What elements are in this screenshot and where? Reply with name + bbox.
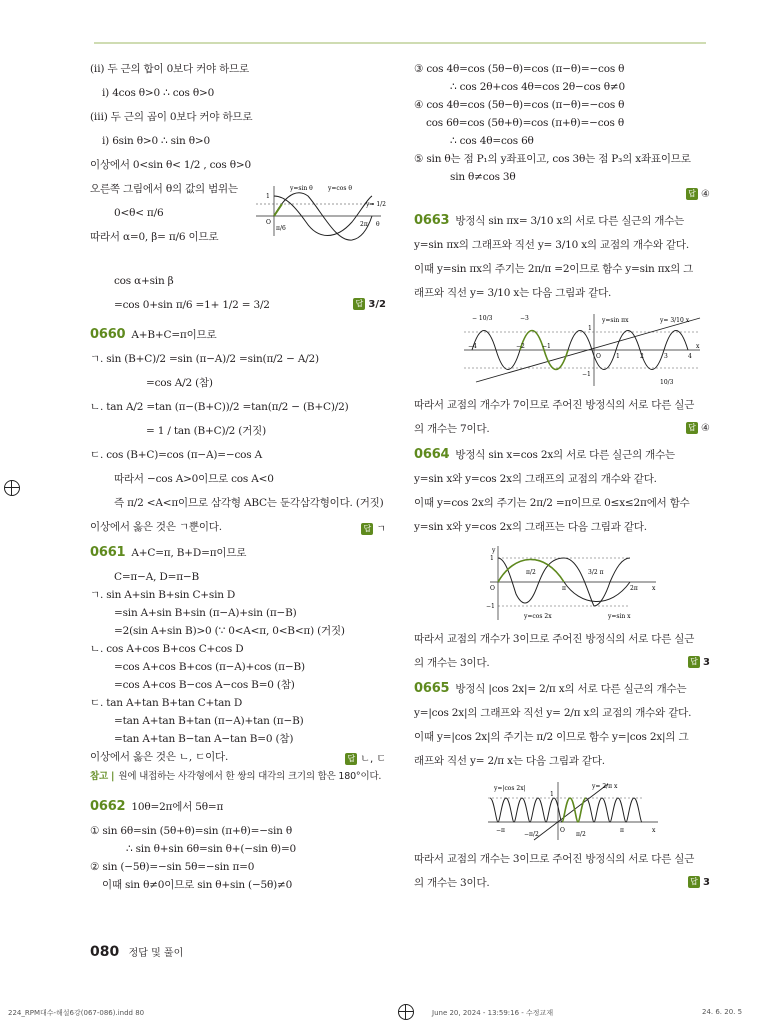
graph-label: −2 xyxy=(516,343,525,350)
answer-badge: 답 xyxy=(361,523,373,535)
header-rule xyxy=(94,42,706,44)
text-line: ∴ cos 4θ=cos 6θ xyxy=(450,135,534,147)
answer-box xyxy=(686,188,710,200)
text-line: 방정식 |cos 2x|= 2/π x의 서로 다른 실근의 개수는 xyxy=(455,683,687,695)
text-line: ㄷ. tan A+tan B+tan C+tan D xyxy=(90,697,243,709)
graph-label: 3 xyxy=(664,353,668,360)
text-line: ③ cos 4θ=cos (5θ−θ)=cos (π−θ)=−cos θ xyxy=(414,63,625,75)
text-line: 0<θ< π/6 xyxy=(114,207,164,219)
text-line: =tan A+tan B−tan A−tan B=0 (참) xyxy=(114,733,294,745)
graph-label: −π/2 xyxy=(524,831,539,838)
note-text: 원에 내접하는 사각형에서 한 쌍의 대각의 크기의 합은 180°이다. xyxy=(118,771,382,782)
graph-label: 2π xyxy=(360,221,368,228)
graph-label: y=cos θ xyxy=(328,185,352,192)
text-line: ㄴ. tan A/2 =tan (π−(B+C))/2 =tan(π/2 − (B+C)/2) xyxy=(90,401,349,413)
problem-header xyxy=(90,546,386,560)
text-line: C=π−A, D=π−B xyxy=(114,571,200,583)
text-line: 방정식 sin x=cos 2x의 서로 다른 실근의 개수는 xyxy=(455,449,675,461)
text-line: ㄱ. sin A+sin B+sin C+sin D xyxy=(90,589,236,601)
graph-label: y xyxy=(492,547,496,554)
graph-label: π/2 xyxy=(576,831,586,838)
graph-label: y= 3/10 x xyxy=(660,317,690,324)
text-line: (ⅲ) 두 근의 곱이 0보다 커야 하므로 xyxy=(90,111,253,123)
graph-label: 2π xyxy=(630,585,638,592)
answer-value: 3/2 xyxy=(368,299,386,310)
text-line: ∴ cos 2θ+cos 4θ=cos 2θ−cos θ≠0 xyxy=(450,81,625,93)
text-line: ∴ sin θ+sin 6θ=sin θ+(−sin θ)=0 xyxy=(126,843,297,855)
graph-label: 1 xyxy=(266,193,270,200)
graph-label: O xyxy=(490,585,495,592)
graph-label: y=sin x xyxy=(608,613,631,620)
text-line: ⑤ sin θ는 점 P₁의 y좌표이고, cos 3θ는 점 P₃의 x좌표이므로 xyxy=(414,153,691,165)
answer-badge: 답 xyxy=(686,422,698,434)
graph-label: 10/3 xyxy=(660,379,674,386)
text-line: 오른쪽 그림에서 θ의 값의 범위는 xyxy=(90,183,238,195)
answer-value: 3 xyxy=(703,877,710,888)
graph-label: x xyxy=(652,585,656,592)
text-line: ④ cos 4θ=cos (5θ−θ)=cos (π−θ)=−cos θ xyxy=(414,99,625,111)
text-line: y=sin x와 y=cos 2x의 그래프의 교점의 개수와 같다. xyxy=(414,473,657,485)
answer-badge: 답 xyxy=(345,753,357,765)
text-line: 따라서 교점의 개수가 7이므로 주어진 방정식의 서로 다른 실근 xyxy=(414,399,695,411)
problem-header xyxy=(414,448,710,462)
text-line: 따라서 −cos A>0이므로 cos A<0 xyxy=(114,473,274,485)
problem-number: 0664 xyxy=(414,447,450,462)
text-line: ㄷ. cos (B+C)=cos (π−A)=−cos A xyxy=(90,449,262,461)
graph-label: −3 xyxy=(520,315,529,322)
answer-badge: 답 xyxy=(688,656,700,668)
text-line: 이때 y=sin πx의 주기는 2π/π =2이므로 함수 y=sin πx의 그 xyxy=(414,263,694,275)
text-line: ㄴ. cos A+cos B+cos C+cos D xyxy=(90,643,244,655)
text-line: y=sin πx의 그래프와 직선 y= 3/10 x의 교점의 개수와 같다. xyxy=(414,239,689,251)
text-line: 이상에서 0<sin θ< 1/2 , cos θ>0 xyxy=(90,159,251,171)
text-line: ① sin 6θ=sin (5θ+θ)=sin (π+θ)=−sin θ xyxy=(90,825,292,837)
page-title: 정답 및 풀이 xyxy=(128,948,184,959)
answer-box xyxy=(688,656,710,668)
graph-label: x xyxy=(696,343,700,350)
text-line: ⅰ) 4cos θ>0 ∴ cos θ>0 xyxy=(102,87,215,99)
text-line: 이때 y=|cos 2x|의 주기는 π/2 이므로 함수 y=|cos 2x|의 그 xyxy=(414,731,689,743)
text-line: =tan A+tan B+tan (π−A)+tan (π−B) xyxy=(114,715,304,727)
graph-label: 3/2 π xyxy=(588,569,604,576)
reference-note xyxy=(90,770,386,784)
graph-label: O xyxy=(266,219,271,226)
problem-header xyxy=(414,214,710,228)
abs-cos2x-graph xyxy=(484,778,664,844)
answer-box xyxy=(688,876,710,888)
answer-badge: 답 xyxy=(688,876,700,888)
text-line: = 1 / tan (B+C)/2 (거짓) xyxy=(146,425,266,437)
right-column xyxy=(414,62,710,902)
text-line: ⅰ) 6sin θ>0 ∴ sin θ>0 xyxy=(102,135,210,147)
footer-file: 224_RPM대수-해설6강(067-086).indd 80 xyxy=(8,1009,145,1017)
answer-value: ㄱ xyxy=(376,524,386,535)
text-line: =cos A+cos B+cos (π−A)+cos (π−B) xyxy=(114,661,305,673)
text-line: 의 개수는 3이다. xyxy=(414,657,490,669)
graph-label: y= 2/π x xyxy=(592,783,618,790)
text-line: 의 개수는 7이다. xyxy=(414,423,490,435)
answer-value: 3 xyxy=(703,657,710,668)
text-line: 의 개수는 3이다. xyxy=(414,877,490,889)
graph-label: 1 xyxy=(550,791,554,798)
text-line: (ⅱ) 두 근의 합이 0보다 커야 하므로 xyxy=(90,63,249,75)
text-line: cos 6θ=cos (5θ+θ)=cos (π+θ)=−cos θ xyxy=(426,117,624,129)
graph-label: y=sin θ xyxy=(290,185,313,192)
text-line: =cos A+cos B−cos A−cos B=0 (참) xyxy=(114,679,295,691)
answer-box xyxy=(345,750,386,765)
text-line: 이때 y=cos 2x의 주기는 2π/2 =π이므로 0≤x≤2π에서 함수 xyxy=(414,497,690,509)
graph-label: O xyxy=(596,353,601,360)
problem-number: 0661 xyxy=(90,545,126,560)
problem-header xyxy=(90,800,386,814)
answer-box xyxy=(353,298,386,310)
registration-mark-icon xyxy=(398,1004,414,1020)
footer-short-date: 24. 6. 20. 5 xyxy=(702,1008,743,1016)
text-line: 즉 π/2 <A<π이므로 삼각형 ABC는 둔각삼각형이다. (거짓) xyxy=(114,497,384,509)
problem-header xyxy=(414,682,710,696)
text-line: 따라서 교점의 개수는 3이므로 주어진 방정식의 서로 다른 실근 xyxy=(414,853,695,865)
problem-number: 0660 xyxy=(90,327,126,342)
text-line: y=sin x와 y=cos 2x의 그래프는 다음 그림과 같다. xyxy=(414,521,647,533)
graph-label: −1 xyxy=(486,603,495,610)
graph-label: θ xyxy=(376,221,380,228)
graph-label: −1 xyxy=(582,371,591,378)
page-number-area xyxy=(90,944,183,960)
graph-label: 1 xyxy=(490,555,494,562)
graph-label: 1 xyxy=(616,353,620,360)
graph-label: y=|cos 2x| xyxy=(494,785,526,792)
left-column xyxy=(90,62,386,896)
problem-number: 0665 xyxy=(414,681,450,696)
note-tag: 참고 | xyxy=(90,771,115,782)
sin-pi-x-graph xyxy=(464,310,704,390)
graph-label: −1 xyxy=(542,343,551,350)
answer-value: ④ xyxy=(701,423,710,434)
graph-label: π xyxy=(562,585,566,592)
sin-cos-graph xyxy=(256,182,386,244)
text-line: =cos 0+sin π/6 =1+ 1/2 = 3/2 xyxy=(114,299,270,311)
graph-label: π xyxy=(620,827,624,834)
graph-label: −π xyxy=(496,827,505,834)
graph-label: 1 xyxy=(588,325,592,332)
problem-header xyxy=(90,328,386,342)
text-line: =cos A/2 (참) xyxy=(146,377,213,389)
graph-label: 4 xyxy=(688,353,692,360)
text-line: 이상에서 옳은 것은 ㄴ, ㄷ이다. xyxy=(90,751,229,763)
text-line: 따라서 α=0, β= π/6 이므로 xyxy=(90,231,219,243)
text-line: y=|cos 2x|의 그래프와 직선 y= 2/π x의 교점의 개수와 같다. xyxy=(414,707,692,719)
answer-value: ④ xyxy=(701,189,710,200)
graph-label: y=sin πx xyxy=(602,317,629,324)
answer-badge: 답 xyxy=(353,298,365,310)
text-line: =sin A+sin B+sin (π−A)+sin (π−B) xyxy=(114,607,297,619)
problem-number: 0662 xyxy=(90,799,126,814)
graph-label: y= 1/2 xyxy=(366,201,386,208)
text-line: A+C=π, B+D=π이므로 xyxy=(131,547,247,559)
text-line: 래프와 직선 y= 2/π x는 다음 그림과 같다. xyxy=(414,755,605,767)
answer-box xyxy=(686,422,710,434)
text-line: A+B+C=π이므로 xyxy=(131,329,217,341)
answer-badge: 답 xyxy=(686,188,698,200)
graph-label: x xyxy=(652,827,656,834)
graph-label: π/6 xyxy=(276,225,286,232)
text-line: 방정식 sin πx= 3/10 x의 서로 다른 실근의 개수는 xyxy=(455,215,685,227)
page-number: 080 xyxy=(90,944,120,960)
answer-value: ㄴ, ㄷ xyxy=(360,754,386,765)
graph-label: −4 xyxy=(468,343,477,350)
text-line: 래프와 직선 y= 3/10 x는 다음 그림과 같다. xyxy=(414,287,612,299)
graph-label: − 10/3 xyxy=(472,315,493,322)
sin-cos2x-graph xyxy=(480,544,660,624)
text-line: cos α+sin β xyxy=(114,275,174,287)
text-line: 따라서 교점의 개수가 3이므로 주어진 방정식의 서로 다른 실근 xyxy=(414,633,695,645)
problem-number: 0663 xyxy=(414,213,450,228)
text-line: 10θ=2π에서 5θ=π xyxy=(131,801,224,813)
text-line: 이상에서 옳은 것은 ㄱ뿐이다. xyxy=(90,521,222,533)
footer-date: June 20, 2024 - 13:59:16 - 수정교재 xyxy=(432,1009,554,1017)
graph-label: y=cos 2x xyxy=(524,613,552,620)
text-line: ② sin (−5θ)=−sin 5θ=−sin π=0 xyxy=(90,861,255,873)
graph-label: O xyxy=(560,827,565,834)
text-line: ㄱ. sin (B+C)/2 =sin (π−A)/2 =sin(π/2 − A/2) xyxy=(90,353,319,365)
graph-label: π/2 xyxy=(526,569,536,576)
answer-box xyxy=(361,520,386,535)
registration-mark-icon xyxy=(4,480,20,496)
text-line: sin θ≠cos 3θ xyxy=(450,171,516,183)
text-line: 이때 sin θ≠0이므로 sin θ+sin (−5θ)≠0 xyxy=(102,879,293,891)
text-line: =2(sin A+sin B)>0 (∵ 0<A<π, 0<B<π) (거짓) xyxy=(114,625,345,637)
graph-label: 2 xyxy=(640,353,644,360)
